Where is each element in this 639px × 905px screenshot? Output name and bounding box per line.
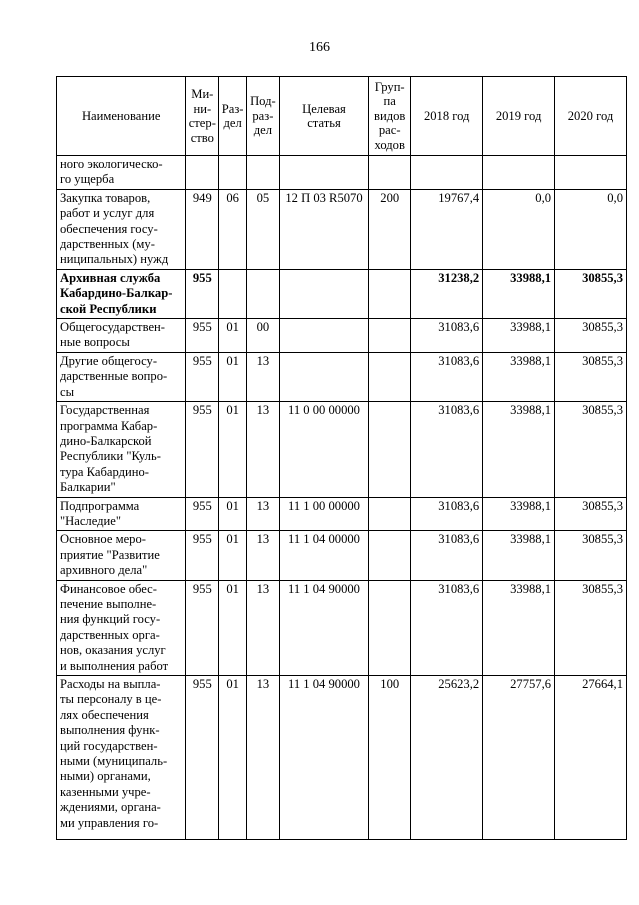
cell-2020 — [555, 319, 627, 353]
cell-section — [219, 402, 247, 497]
cell-2018 — [411, 319, 483, 353]
cell-2020 — [555, 497, 627, 531]
cell-subsection-text: 13 — [256, 498, 270, 513]
cell-2020-text: 30855,3 — [582, 581, 623, 596]
cell-name-text: Закупка товаров, работ и услуг для обеспечения госу- дарственных (му- ниципальных) нужд — [60, 190, 169, 267]
cell-name-text: Подпрограмма "Наследие" — [60, 498, 140, 528]
cell-name — [57, 676, 186, 840]
cell-name-text: Общегосударствен- ные вопросы — [60, 320, 165, 350]
cell-2020-text: 30855,3 — [582, 353, 623, 368]
header-year-2018: 2018 год — [411, 77, 483, 156]
cell-2020-text: 30855,3 — [582, 532, 623, 547]
table-row — [57, 319, 627, 353]
cell-2019-text: 33988,1 — [510, 532, 552, 547]
cell-ministry — [186, 402, 219, 497]
cell-target — [279, 402, 368, 497]
cell-target — [279, 156, 368, 190]
cell-section — [219, 676, 247, 840]
cell-ministry-text: 955 — [192, 581, 212, 596]
cell-section-text: 01 — [226, 677, 239, 691]
cell-ministry — [186, 497, 219, 531]
cell-2018-text: 25623,2 — [438, 677, 480, 691]
cell-target — [279, 189, 368, 269]
cell-section — [219, 352, 247, 401]
cell-target-text: 11 0 00 00000 — [288, 403, 360, 418]
cell-section-text: 01 — [226, 403, 239, 418]
header-row — [57, 77, 627, 156]
table-row — [57, 269, 627, 318]
cell-ministry-text: 949 — [192, 190, 212, 205]
cell-ministry — [186, 352, 219, 401]
cell-2020 — [555, 676, 627, 840]
cell-name — [57, 402, 186, 497]
cell-section-text: 01 — [226, 581, 239, 596]
cell-target — [279, 319, 368, 353]
cell-2020-text: 30855,3 — [582, 498, 623, 513]
cell-2018 — [411, 352, 483, 401]
table-body — [57, 156, 627, 840]
cell-name — [57, 580, 186, 675]
cell-2020 — [555, 580, 627, 675]
cell-2019-text: 33988,1 — [510, 270, 552, 285]
cell-name — [57, 531, 186, 580]
cell-expense-group — [369, 156, 411, 190]
cell-section — [219, 531, 247, 580]
cell-subsection — [246, 189, 279, 269]
table-row — [57, 676, 627, 840]
cell-expense-group — [369, 319, 411, 353]
cell-2018 — [411, 269, 483, 318]
cell-subsection — [246, 402, 279, 497]
cell-ministry — [186, 319, 219, 353]
table-row — [57, 402, 627, 497]
table-row — [57, 497, 627, 531]
cell-ministry — [186, 189, 219, 269]
cell-2018-text: 19767,4 — [438, 190, 480, 205]
cell-section-text: 01 — [226, 498, 239, 513]
cell-expense-group — [369, 269, 411, 318]
cell-ministry-text: 955 — [192, 498, 212, 513]
cell-name-text: Другие общегосу- дарственные вопро- сы — [60, 353, 168, 399]
cell-2018-text: 31083,6 — [438, 320, 480, 335]
cell-name-text: Расходы на выпла- ты персоналу в це- лях обеспечения выполнения функ- ций государствен- ными (муниципаль- ными) органами, казенными учре- ждениями, органа- ми управления го- — [60, 677, 168, 830]
cell-2019 — [483, 497, 555, 531]
cell-2018 — [411, 497, 483, 531]
cell-2018-text: 31083,6 — [438, 498, 480, 513]
cell-2019 — [483, 189, 555, 269]
cell-2019-text: 33988,1 — [510, 320, 552, 335]
cell-2018-text: 31083,6 — [438, 353, 480, 368]
header-name: Наименование — [57, 77, 186, 156]
cell-subsection — [246, 269, 279, 318]
cell-section — [219, 156, 247, 190]
cell-2019 — [483, 402, 555, 497]
cell-name-text: Архивная служба Кабардино-Балкар- ской Республики — [60, 270, 173, 316]
cell-name — [57, 352, 186, 401]
cell-subsection-text: 13 — [256, 677, 270, 691]
cell-section — [219, 269, 247, 318]
header-year-2019: 2019 год — [483, 77, 555, 156]
cell-expense-group — [369, 189, 411, 269]
table-row — [57, 189, 627, 269]
cell-section-text: 06 — [226, 190, 239, 205]
cell-target — [279, 497, 368, 531]
cell-subsection — [246, 156, 279, 190]
cell-section — [219, 580, 247, 675]
budget-table — [56, 76, 627, 840]
cell-2018 — [411, 676, 483, 840]
cell-target-text: 11 1 04 90000 — [288, 677, 360, 691]
cell-subsection — [246, 319, 279, 353]
cell-subsection-text: 00 — [256, 320, 270, 335]
cell-2018-text: 31083,6 — [438, 403, 480, 418]
cell-target — [279, 531, 368, 580]
cell-subsection — [246, 497, 279, 531]
page-number: 166 — [309, 40, 330, 55]
cell-subsection-text: 13 — [256, 353, 270, 368]
cell-2019-text: 27757,6 — [510, 677, 552, 691]
cell-2020-text: 0,0 — [607, 190, 623, 205]
cell-section — [219, 189, 247, 269]
cell-ministry-text: 955 — [192, 677, 212, 691]
cell-expense-group-text: 200 — [380, 190, 400, 205]
header-target: Целевая статья — [279, 77, 368, 156]
cell-2019 — [483, 319, 555, 353]
cell-expense-group — [369, 580, 411, 675]
cell-2020 — [555, 402, 627, 497]
cell-ministry — [186, 580, 219, 675]
table-row — [57, 531, 627, 580]
cell-expense-group — [369, 352, 411, 401]
cell-2018-text: 31083,6 — [438, 581, 480, 596]
cell-2018 — [411, 580, 483, 675]
cell-2018 — [411, 156, 483, 190]
table-row — [57, 580, 627, 675]
cell-2018 — [411, 402, 483, 497]
cell-2020-text: 30855,3 — [582, 403, 623, 418]
cell-name-text: Государственная программа Кабар- дино-Балкарской Республики "Куль- тура Кабардино- Балкарии" — [60, 403, 161, 495]
cell-name — [57, 156, 186, 190]
cell-2020 — [555, 531, 627, 580]
cell-name — [57, 319, 186, 353]
cell-name — [57, 189, 186, 269]
cell-ministry-text: 955 — [192, 270, 212, 285]
cell-name-text: ного экологическо- го ущерба — [60, 157, 163, 187]
cell-ministry — [186, 531, 219, 580]
table-row — [57, 352, 627, 401]
header-subsection: Под- раз- дел — [246, 77, 279, 156]
header-ministry: Ми- ни- стер- ство — [186, 77, 219, 156]
cell-2018 — [411, 531, 483, 580]
cell-section — [219, 497, 247, 531]
cell-ministry — [186, 676, 219, 840]
cell-2019-text: 33988,1 — [510, 403, 552, 418]
cell-subsection — [246, 531, 279, 580]
cell-target-text: 11 1 04 00000 — [288, 532, 360, 547]
cell-target — [279, 580, 368, 675]
table-row — [57, 156, 627, 190]
cell-2019 — [483, 156, 555, 190]
cell-target-text: 12 П 03 R5070 — [285, 190, 363, 205]
cell-2020 — [555, 269, 627, 318]
cell-2019-text: 33988,1 — [510, 581, 552, 596]
cell-subsection-text: 05 — [256, 190, 270, 205]
cell-expense-group — [369, 676, 411, 840]
cell-2019-text: 33988,1 — [510, 353, 552, 368]
cell-ministry — [186, 269, 219, 318]
cell-2020 — [555, 189, 627, 269]
cell-subsection — [246, 676, 279, 840]
cell-2018-text: 31238,2 — [438, 270, 480, 285]
cell-section-text: 01 — [226, 353, 239, 368]
cell-2020-text: 30855,3 — [582, 320, 623, 335]
header-year-2020: 2020 год — [555, 77, 627, 156]
cell-2020 — [555, 156, 627, 190]
cell-target — [279, 269, 368, 318]
cell-subsection — [246, 580, 279, 675]
cell-2020-text: 27664,1 — [582, 677, 623, 691]
cell-2019 — [483, 676, 555, 840]
cell-2019-text: 0,0 — [535, 190, 552, 205]
cell-expense-group — [369, 402, 411, 497]
cell-subsection-text: 13 — [256, 532, 270, 547]
cell-ministry-text: 955 — [192, 532, 212, 547]
cell-2020-text: 30855,3 — [582, 270, 623, 285]
cell-ministry-text: 955 — [192, 320, 212, 335]
cell-target — [279, 352, 368, 401]
cell-2018 — [411, 189, 483, 269]
header-expense-group: Груп- па видов рас- ходов — [369, 77, 411, 156]
cell-expense-group-text: 100 — [380, 677, 400, 691]
cell-section-text: 01 — [226, 320, 239, 335]
cell-2019 — [483, 352, 555, 401]
cell-name — [57, 497, 186, 531]
cell-target — [279, 676, 368, 840]
cell-name-text: Основное меро- приятие "Развитие архивного дела" — [60, 532, 160, 578]
cell-2019-text: 33988,1 — [510, 498, 552, 513]
cell-2019 — [483, 531, 555, 580]
cell-2019 — [483, 269, 555, 318]
cell-expense-group — [369, 531, 411, 580]
cell-expense-group — [369, 497, 411, 531]
cell-subsection — [246, 352, 279, 401]
cell-target-text: 11 1 04 90000 — [288, 581, 360, 596]
cell-name — [57, 269, 186, 318]
cell-target-text: 11 1 00 00000 — [288, 498, 360, 513]
cell-section — [219, 319, 247, 353]
header-section: Раз- дел — [219, 77, 247, 156]
cell-name-text: Финансовое обес- печение выполне- ния функций госу- дарственных орга- нов, оказания услуг и выполнения работ — [60, 581, 169, 673]
cell-section-text: 01 — [226, 532, 239, 547]
cell-ministry — [186, 156, 219, 190]
cell-2018-text: 31083,6 — [438, 532, 480, 547]
cell-subsection-text: 13 — [256, 581, 270, 596]
cell-2020 — [555, 352, 627, 401]
cell-2019 — [483, 580, 555, 675]
cell-ministry-text: 955 — [192, 403, 212, 418]
cell-ministry-text: 955 — [192, 353, 212, 368]
cell-subsection-text: 13 — [256, 403, 270, 418]
